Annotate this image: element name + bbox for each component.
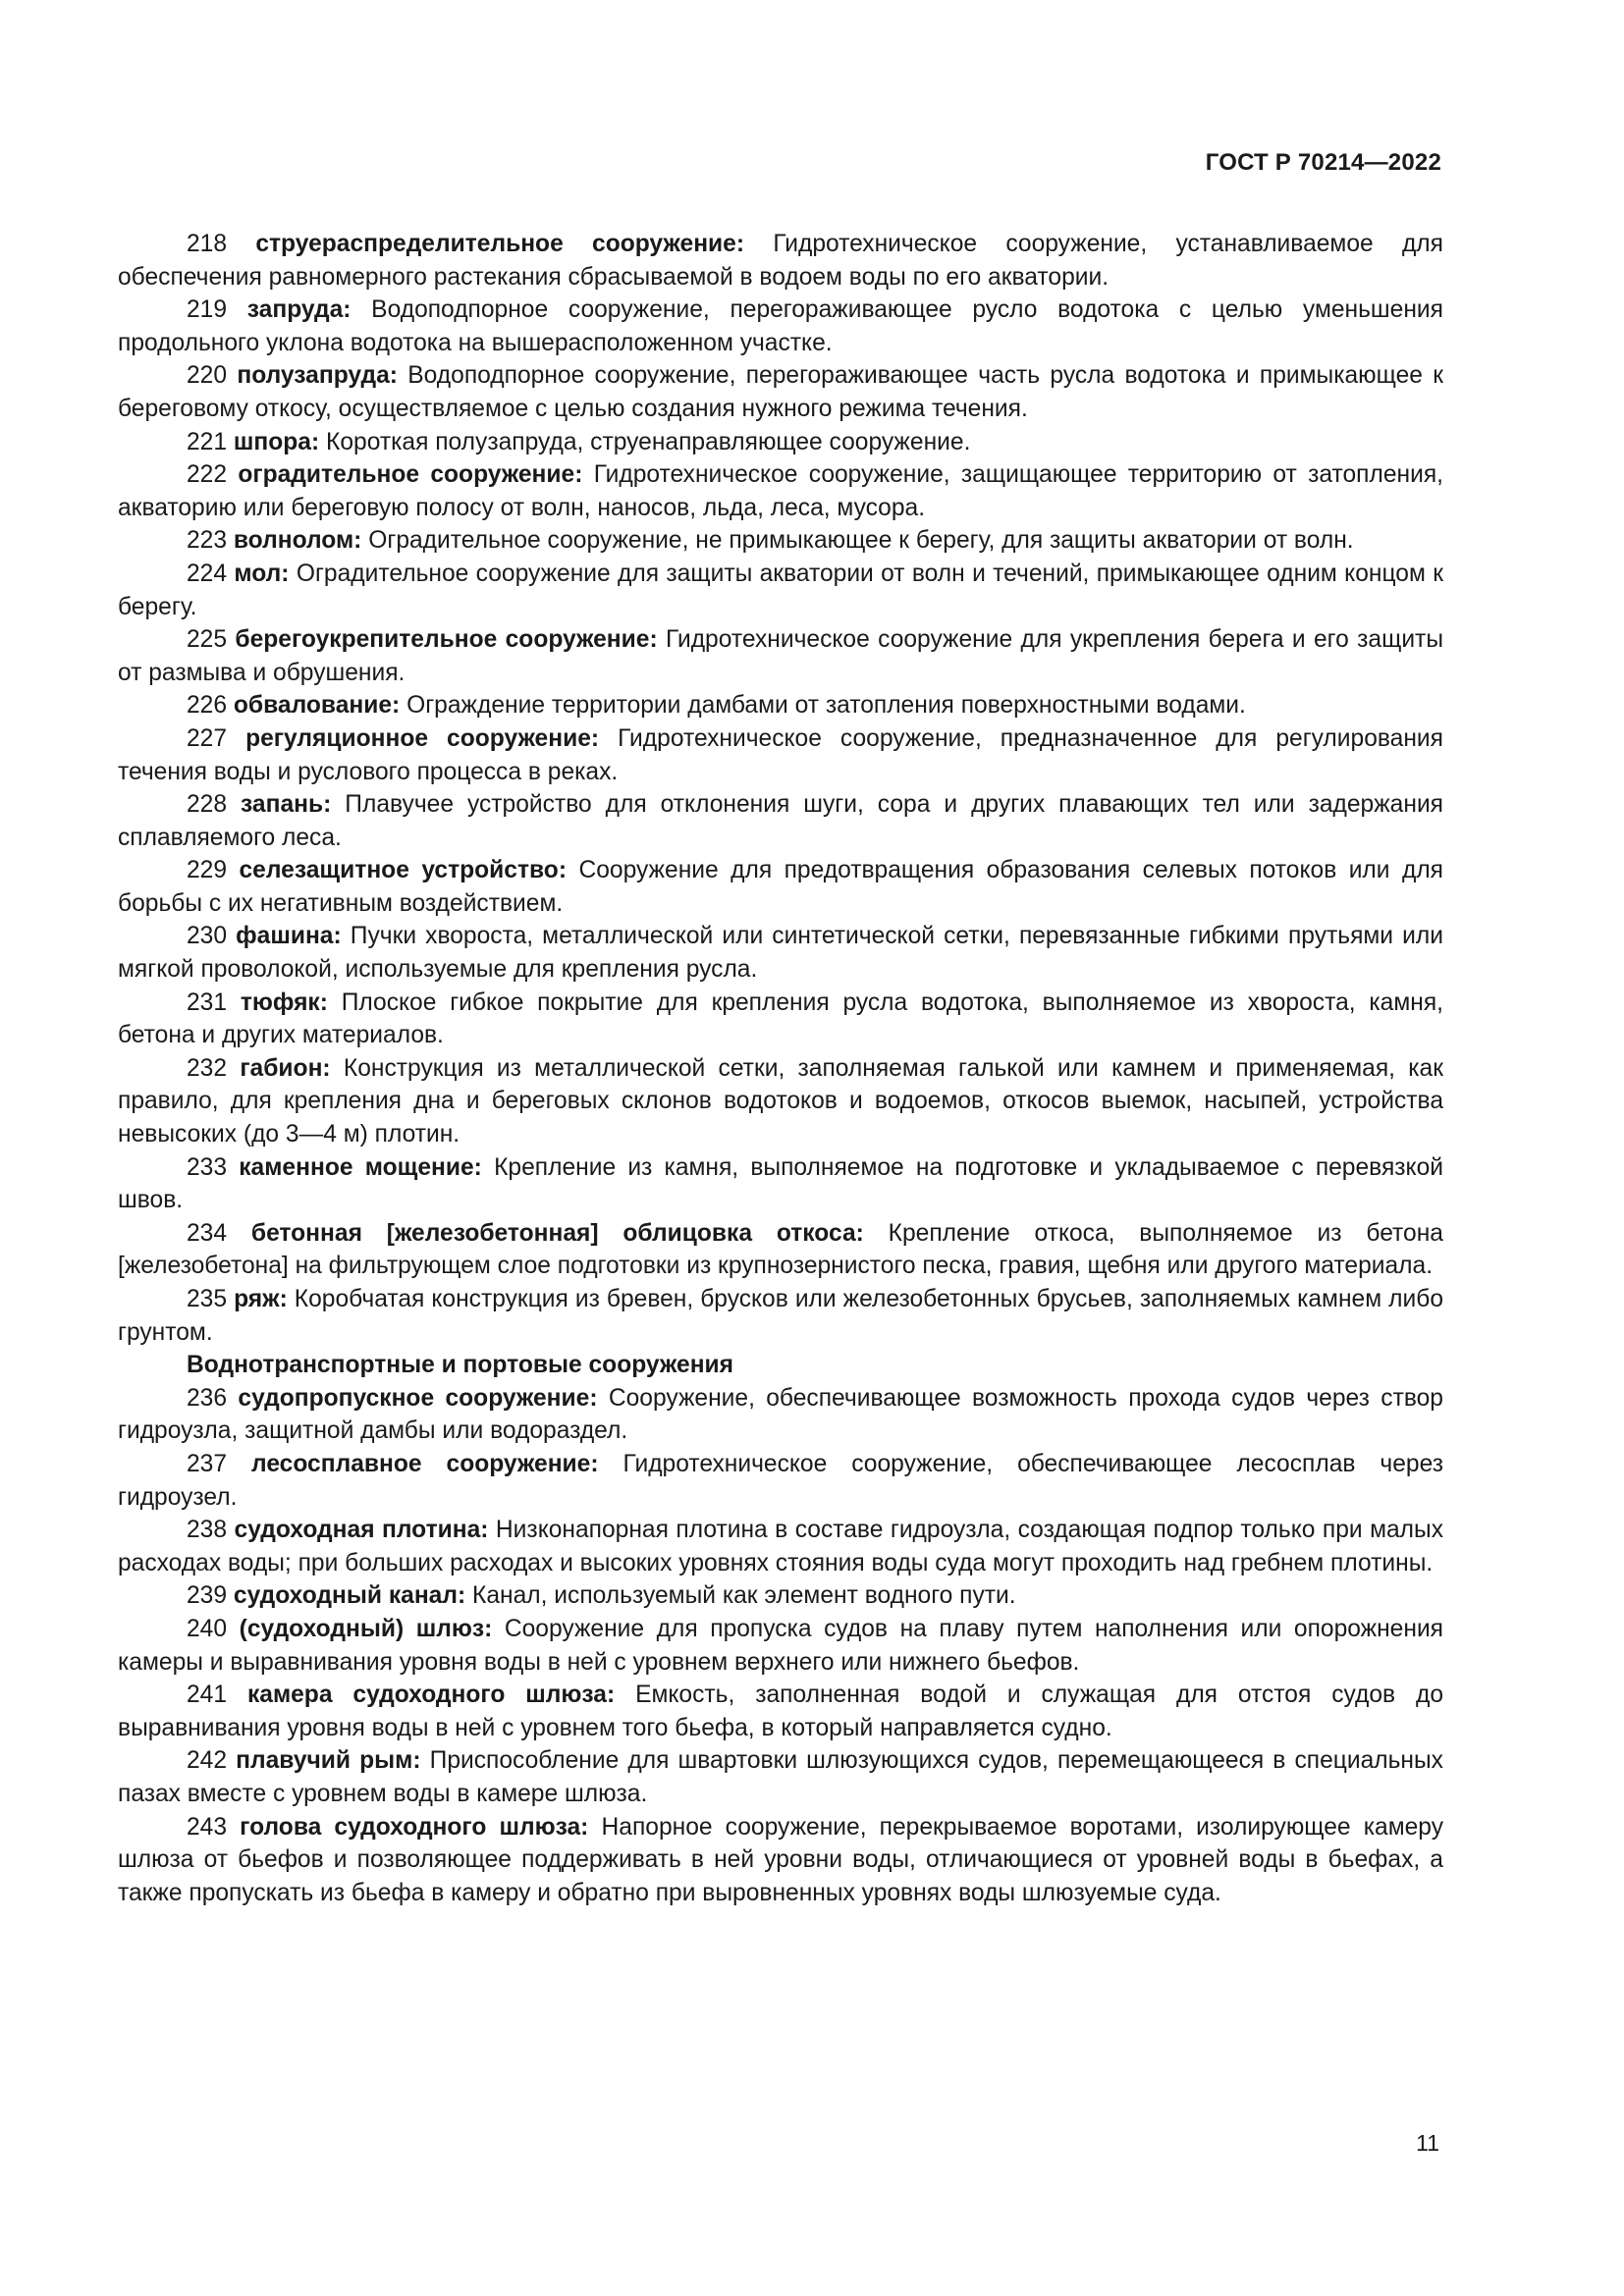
entry-number: 243 [187,1813,228,1841]
term-entry [118,426,1443,459]
entry-term: селезащитное устройство: [239,857,568,884]
entry-definition: Канал, используемый как элемент водного пути. [472,1582,1016,1610]
entry-number: 238 [187,1517,228,1544]
entry-term: (судоходный) шлюз: [239,1615,493,1642]
section-title: Воднотранспортные и портовые сооружения [187,1352,734,1379]
entry-definition: Коробчатая конструкция из бревен, брусков или железобетонных брусьев, заполняемых камнем либо грунтом. [118,1286,1444,1346]
term-entry [118,1052,1443,1151]
entry-term: волнолом: [233,527,362,555]
term-entry [118,524,1443,558]
entry-definition: Плавучее устройство для отклонения шуги, сора и других плавающих тел или задержания сплавляемого леса. [118,791,1443,851]
entry-definition: Емкость, заполненная водой и служащая для отстоя судов до выравнивания уровня воды в ней с уровнем того бьефа, в который направляется судно. [118,1682,1443,1741]
entry-number: 219 [187,296,228,324]
term-entry [118,623,1443,689]
term-entry [118,788,1443,854]
entry-definition: Водоподпорное сооружение, перегораживающее русло водотока с целью уменьшения продольного уклона водотока на вышерасположенном участке. [118,296,1443,356]
term-entry [118,854,1443,920]
term-entry [118,1514,1443,1579]
entry-term: оградительное сооружение: [238,461,583,489]
entry-definition: Крепление из камня, выполняемое на подготовке и укладываемое с перевязкой швов. [118,1153,1444,1214]
entry-number: 240 [187,1615,228,1642]
term-entry [118,1744,1443,1810]
entry-number: 227 [187,724,228,752]
term-entry [118,1283,1443,1349]
page-number: 11 [1416,2130,1439,2156]
entry-number: 222 [187,461,228,489]
entry-term: камера судоходного шлюза: [246,1682,616,1709]
entry-number: 226 [187,692,228,720]
entry-number: 234 [187,1219,228,1247]
entry-term: голова судоходного шлюза: [240,1813,589,1841]
entry-number: 223 [187,527,228,555]
term-entry [118,920,1443,986]
entry-number: 232 [187,1054,228,1082]
entry-term: тюфяк: [240,988,328,1016]
term-entry [118,689,1443,722]
entry-definition: Гидротехническое сооружение, защищающее территорию от затопления, акваторию или береговую полосу от волн, наносов, льда, леса, мусора. [118,461,1443,521]
entry-number: 231 [187,988,228,1016]
entry-number: 242 [187,1747,228,1775]
entry-definition: Сооружение, обеспечивающее возможность прохода судов через створ гидроузла, защитной дамбы или водораздел. [118,1384,1443,1445]
term-entry [118,359,1443,425]
entry-number: 230 [187,923,228,950]
entry-term: бетонная [железобетонная] облицовка откоса: [250,1219,864,1247]
term-entry [118,1613,1443,1679]
document-body [118,228,1443,1909]
entry-term: полузапруда: [237,362,398,390]
term-entry [118,1151,1443,1217]
term-entry [118,294,1443,359]
term-entry [118,1382,1443,1448]
entry-term: шпора: [233,428,320,455]
entry-definition: Приспособление для швартовки шлюзующихся судов, перемещающееся в специальных пазах вместе с уровнем воды в камере шлюза. [118,1747,1443,1807]
standard-code-header: ГОСТ Р 70214—2022 [1205,149,1441,176]
entry-definition: Короткая полузапруда, струенаправляющее сооружение. [326,428,971,455]
entry-term: запань: [241,791,332,819]
entry-term: мол: [234,560,290,587]
entry-definition: Гидротехническое сооружение, обеспечивающее лесосплав через гидроузел. [118,1450,1443,1511]
entry-number: 220 [187,362,228,390]
entry-definition: Плоское гибкое покрытие для крепления русла водотока, выполняемое из хвороста, камня, бетона и других материалов. [118,988,1443,1049]
entry-term: плавучий рым: [236,1747,421,1775]
entry-term: обвалование: [233,692,401,720]
entry-definition: Пучки хвороста, металлической или синтетической сетки, перевязанные гибкими прутьями или мягкой проволокой, используемые для крепления русла. [118,923,1443,984]
entry-term: судоходная плотина: [234,1517,489,1544]
entry-definition: Оградительное сооружение, не примыкающее к берегу, для защиты акватории от волн. [368,527,1354,555]
entries-group-1 [118,228,1443,1349]
entry-term: судоходный канал: [233,1582,466,1610]
entry-definition: Водоподпорное сооружение, перегораживающее часть русла водотока и примыкающее к береговому откосу, осуществляемое с целью создания нужного режима течения. [118,362,1443,422]
entry-number: 229 [187,857,228,884]
term-entry [118,1448,1443,1514]
entry-definition: Оградительное сооружение для защиты акватории от волн и течений, примыкающее одним концом к берегу. [118,560,1443,620]
entry-definition: Низконапорная плотина в составе гидроузла, создающая подпор только при малых расходах воды; при больших расходах и высоких уровнях стояния воды суда могут проходить над гребнем плотины. [118,1517,1443,1576]
entry-number: 239 [187,1582,228,1610]
entry-number: 237 [187,1450,228,1477]
entry-number: 221 [187,428,228,455]
entry-term: струераспределительное сооружение: [255,231,745,257]
entry-term: фашина: [236,923,342,950]
entry-term: габион: [240,1054,331,1082]
entry-term: каменное мощение: [239,1153,482,1181]
entry-number: 235 [187,1286,228,1312]
entry-definition: Крепление откоса, выполняемое из бетона [железобетона] на фильтрующем слое подготовки из крупнозернистого песка, гравия, щебня или другого материала. [118,1219,1443,1280]
term-entry [118,558,1443,623]
entry-term: лесосплавное сооружение: [251,1450,599,1477]
term-entry [118,458,1443,524]
entry-term: запруда: [246,296,352,324]
entry-definition: Сооружение для предотвращения образования селевых потоков или для борьбы с их негативным воздействием. [118,857,1443,917]
entries-group-2 [118,1382,1443,1910]
entry-definition: Гидротехническое сооружение для укрепления берега и его защиты от размыва и обрушения. [118,626,1443,686]
entry-definition: Сооружение для пропуска судов на плаву путем наполнения или опорожнения камеры и выравнивания уровня воды в ней с уровнем верхнего или нижнего бьефов. [118,1615,1443,1676]
entry-number: 241 [187,1682,228,1709]
entry-definition: Конструкция из металлической сетки, заполняемая галькой или камнем и применяемая, как правило, для крепления дна и береговых склонов водотоков и водоемов, откосов выемок, насыпей, устройства невысоких (до 3—4 м) плотин. [118,1054,1443,1148]
entry-term: ряж: [234,1286,288,1312]
entry-definition: Напорное сооружение, перекрываемое воротами, изолирующее камеру шлюза от бьефов и позволяющее поддерживать в ней уровни воды, отличающиеся от уровней воды в бьефах, а также пропускать из бьефа в камеру и обратно при выровненных уровнях воды шлюзуемые суда. [118,1813,1443,1906]
entry-number: 218 [187,231,228,257]
entry-number: 225 [187,626,228,654]
entry-number: 233 [187,1153,228,1181]
term-entry [118,722,1443,788]
term-entry [118,1579,1443,1613]
entry-number: 224 [187,560,228,587]
entry-definition: Гидротехническое сооружение, предназначенное для регулирования течения воды и руслового процесса в реках. [118,724,1443,785]
entry-definition: Гидротехническое сооружение, устанавливаемое для обеспечения равномерного растекания сбрасываемой в водоем воды по его акватории. [118,231,1443,291]
entry-term: регуляционное сооружение: [245,724,600,752]
term-entry [118,1811,1443,1910]
entry-definition: Ограждение территории дамбами от затопления поверхностными водами. [406,692,1246,720]
entry-number: 228 [187,791,228,819]
term-entry [118,228,1443,294]
term-entry [118,987,1443,1052]
entry-term: судопропускное сооружение: [238,1384,598,1412]
term-entry [118,1217,1443,1283]
term-entry [118,1679,1443,1744]
entry-number: 236 [187,1384,228,1412]
entry-term: берегоукрепительное сооружение: [235,626,658,654]
